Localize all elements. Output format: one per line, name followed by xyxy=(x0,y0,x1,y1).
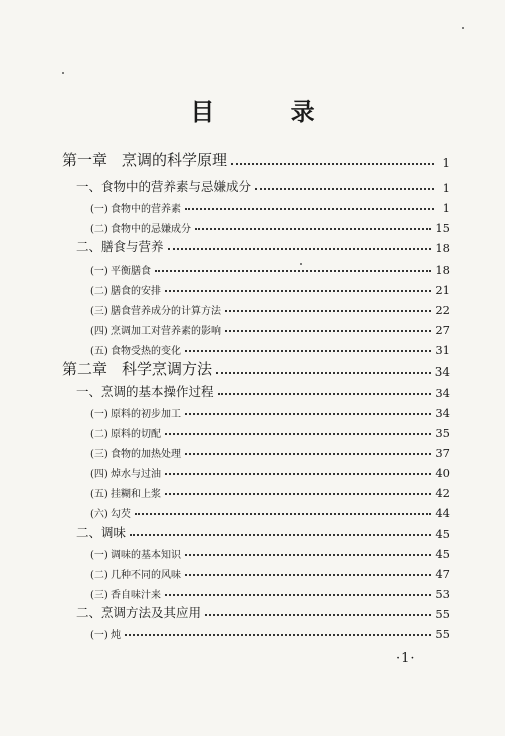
entry-page-number: 34 xyxy=(435,386,450,400)
entry-title: (一) 平衡膳食 xyxy=(90,266,151,277)
toc-subsection-entry xyxy=(62,337,450,357)
entry-title: (二) 膳食的安排 xyxy=(90,286,161,297)
entry-title: (三) 膳食营养成分的计算方法 xyxy=(90,306,221,317)
entry-page-number: 15 xyxy=(435,221,450,235)
toc-subsection-entry xyxy=(62,460,450,480)
leader-dots xyxy=(125,634,431,636)
entry-title: 第一章 烹调的科学原理 xyxy=(62,151,228,169)
leader-dots xyxy=(225,330,431,332)
entry-page-number: 55 xyxy=(435,607,450,621)
entry-page-number: 34 xyxy=(435,406,450,420)
toc-chapter-entry xyxy=(62,359,450,379)
leader-dots xyxy=(216,372,431,374)
entry-title: (一) 调味的基本知识 xyxy=(90,550,181,561)
toc-section-entry xyxy=(62,380,450,400)
entry-title: (五) 食物受热的变化 xyxy=(90,346,181,357)
leader-dots xyxy=(185,453,431,455)
toc-subsection-entry xyxy=(62,581,450,601)
leader-dots xyxy=(135,513,431,515)
page-title: 目 录 xyxy=(190,97,349,126)
leader-dots xyxy=(185,413,431,415)
entry-title: (一) 食物中的营养素 xyxy=(90,204,181,215)
leader-dots xyxy=(218,393,432,395)
leader-dots xyxy=(165,473,431,475)
leader-dots xyxy=(165,290,431,292)
leader-dots xyxy=(195,228,431,230)
toc-subsection-entry xyxy=(62,500,450,520)
entry-title: (二) 食物中的忌嫌成分 xyxy=(90,224,191,235)
entry-page-number: 27 xyxy=(435,323,450,337)
entry-title: (二) 原料的切配 xyxy=(90,429,161,440)
toc-subsection-entry xyxy=(62,621,450,641)
entry-title: (六) 勾芡 xyxy=(90,509,131,520)
leader-dots xyxy=(168,248,432,250)
toc-subsection-entry xyxy=(62,317,450,337)
entry-page-number: 37 xyxy=(435,446,450,460)
print-speck xyxy=(300,263,302,265)
entry-title: (四) 烹调加工对营养素的影响 xyxy=(90,326,221,337)
toc-subsection-entry xyxy=(62,195,450,215)
toc-subsection-entry xyxy=(62,257,450,277)
entry-title: (一) 炖 xyxy=(90,630,121,641)
entry-title: 一、烹调的基本操作过程 xyxy=(76,384,214,399)
entry-page-number: 45 xyxy=(435,547,450,561)
entry-page-number: 44 xyxy=(435,506,450,520)
entry-page-number: 42 xyxy=(435,486,450,500)
leader-dots xyxy=(165,433,431,435)
toc-section-entry xyxy=(62,521,450,541)
toc-subsection-entry xyxy=(62,480,450,500)
entry-title: 第二章 科学烹调方法 xyxy=(62,360,213,378)
entry-page-number: 21 xyxy=(435,283,450,297)
leader-dots xyxy=(185,350,431,352)
toc-section-entry xyxy=(62,601,450,621)
leader-dots xyxy=(165,493,431,495)
page-number: ·1· xyxy=(396,651,416,666)
entry-page-number: 35 xyxy=(435,426,450,440)
toc-chapter-entry xyxy=(62,150,450,170)
entry-title: (一) 原料的初步加工 xyxy=(90,409,181,420)
leader-dots xyxy=(185,574,431,576)
toc-section-entry xyxy=(62,235,450,255)
leader-dots xyxy=(205,614,431,616)
entry-page-number: 53 xyxy=(435,587,450,601)
entry-title: 二、膳食与营养 xyxy=(76,239,164,254)
entry-title: (三) 香自味汁来 xyxy=(90,590,161,601)
entry-page-number: 55 xyxy=(435,627,450,641)
entry-title: 二、调味 xyxy=(76,525,127,540)
entry-title: (三) 食物的加热处理 xyxy=(90,449,181,460)
print-speck xyxy=(62,72,64,74)
toc-subsection-entry xyxy=(62,420,450,440)
entry-title: (五) 挂糊和上浆 xyxy=(90,489,161,500)
toc-section-entry xyxy=(62,175,450,195)
entry-page-number: 40 xyxy=(435,466,450,480)
leader-dots xyxy=(155,270,431,272)
toc-subsection-entry xyxy=(62,277,450,297)
entry-page-number: 45 xyxy=(435,527,450,541)
leader-dots xyxy=(255,188,434,190)
entry-page-number: 18 xyxy=(435,263,450,277)
print-speck xyxy=(462,27,464,29)
entry-page-number: 47 xyxy=(435,567,450,581)
leader-dots xyxy=(185,208,434,210)
entry-page-number: 1 xyxy=(442,181,450,195)
entry-title: (四) 焯水与过油 xyxy=(90,469,161,480)
entry-page-number: 31 xyxy=(435,343,450,357)
entry-page-number: 22 xyxy=(435,303,450,317)
toc-subsection-entry xyxy=(62,440,450,460)
leader-dots xyxy=(130,534,431,536)
toc-subsection-entry xyxy=(62,400,450,420)
toc-subsection-entry xyxy=(62,561,450,581)
toc-subsection-entry xyxy=(62,297,450,317)
leader-dots xyxy=(185,554,431,556)
entry-title: 一、食物中的营养素与忌嫌成分 xyxy=(76,179,252,194)
entry-page-number: 34 xyxy=(434,365,450,379)
entry-title: 二、烹调方法及其应用 xyxy=(76,605,202,620)
leader-dots xyxy=(165,594,431,596)
toc-subsection-entry xyxy=(62,215,450,235)
toc-subsection-entry xyxy=(62,541,450,561)
leader-dots xyxy=(225,310,431,312)
leader-dots xyxy=(231,163,434,165)
entry-page-number: 1 xyxy=(442,156,450,170)
entry-title: (二) 几种不同的风味 xyxy=(90,570,181,581)
entry-page-number: 18 xyxy=(435,241,450,255)
entry-page-number: 1 xyxy=(442,201,450,215)
